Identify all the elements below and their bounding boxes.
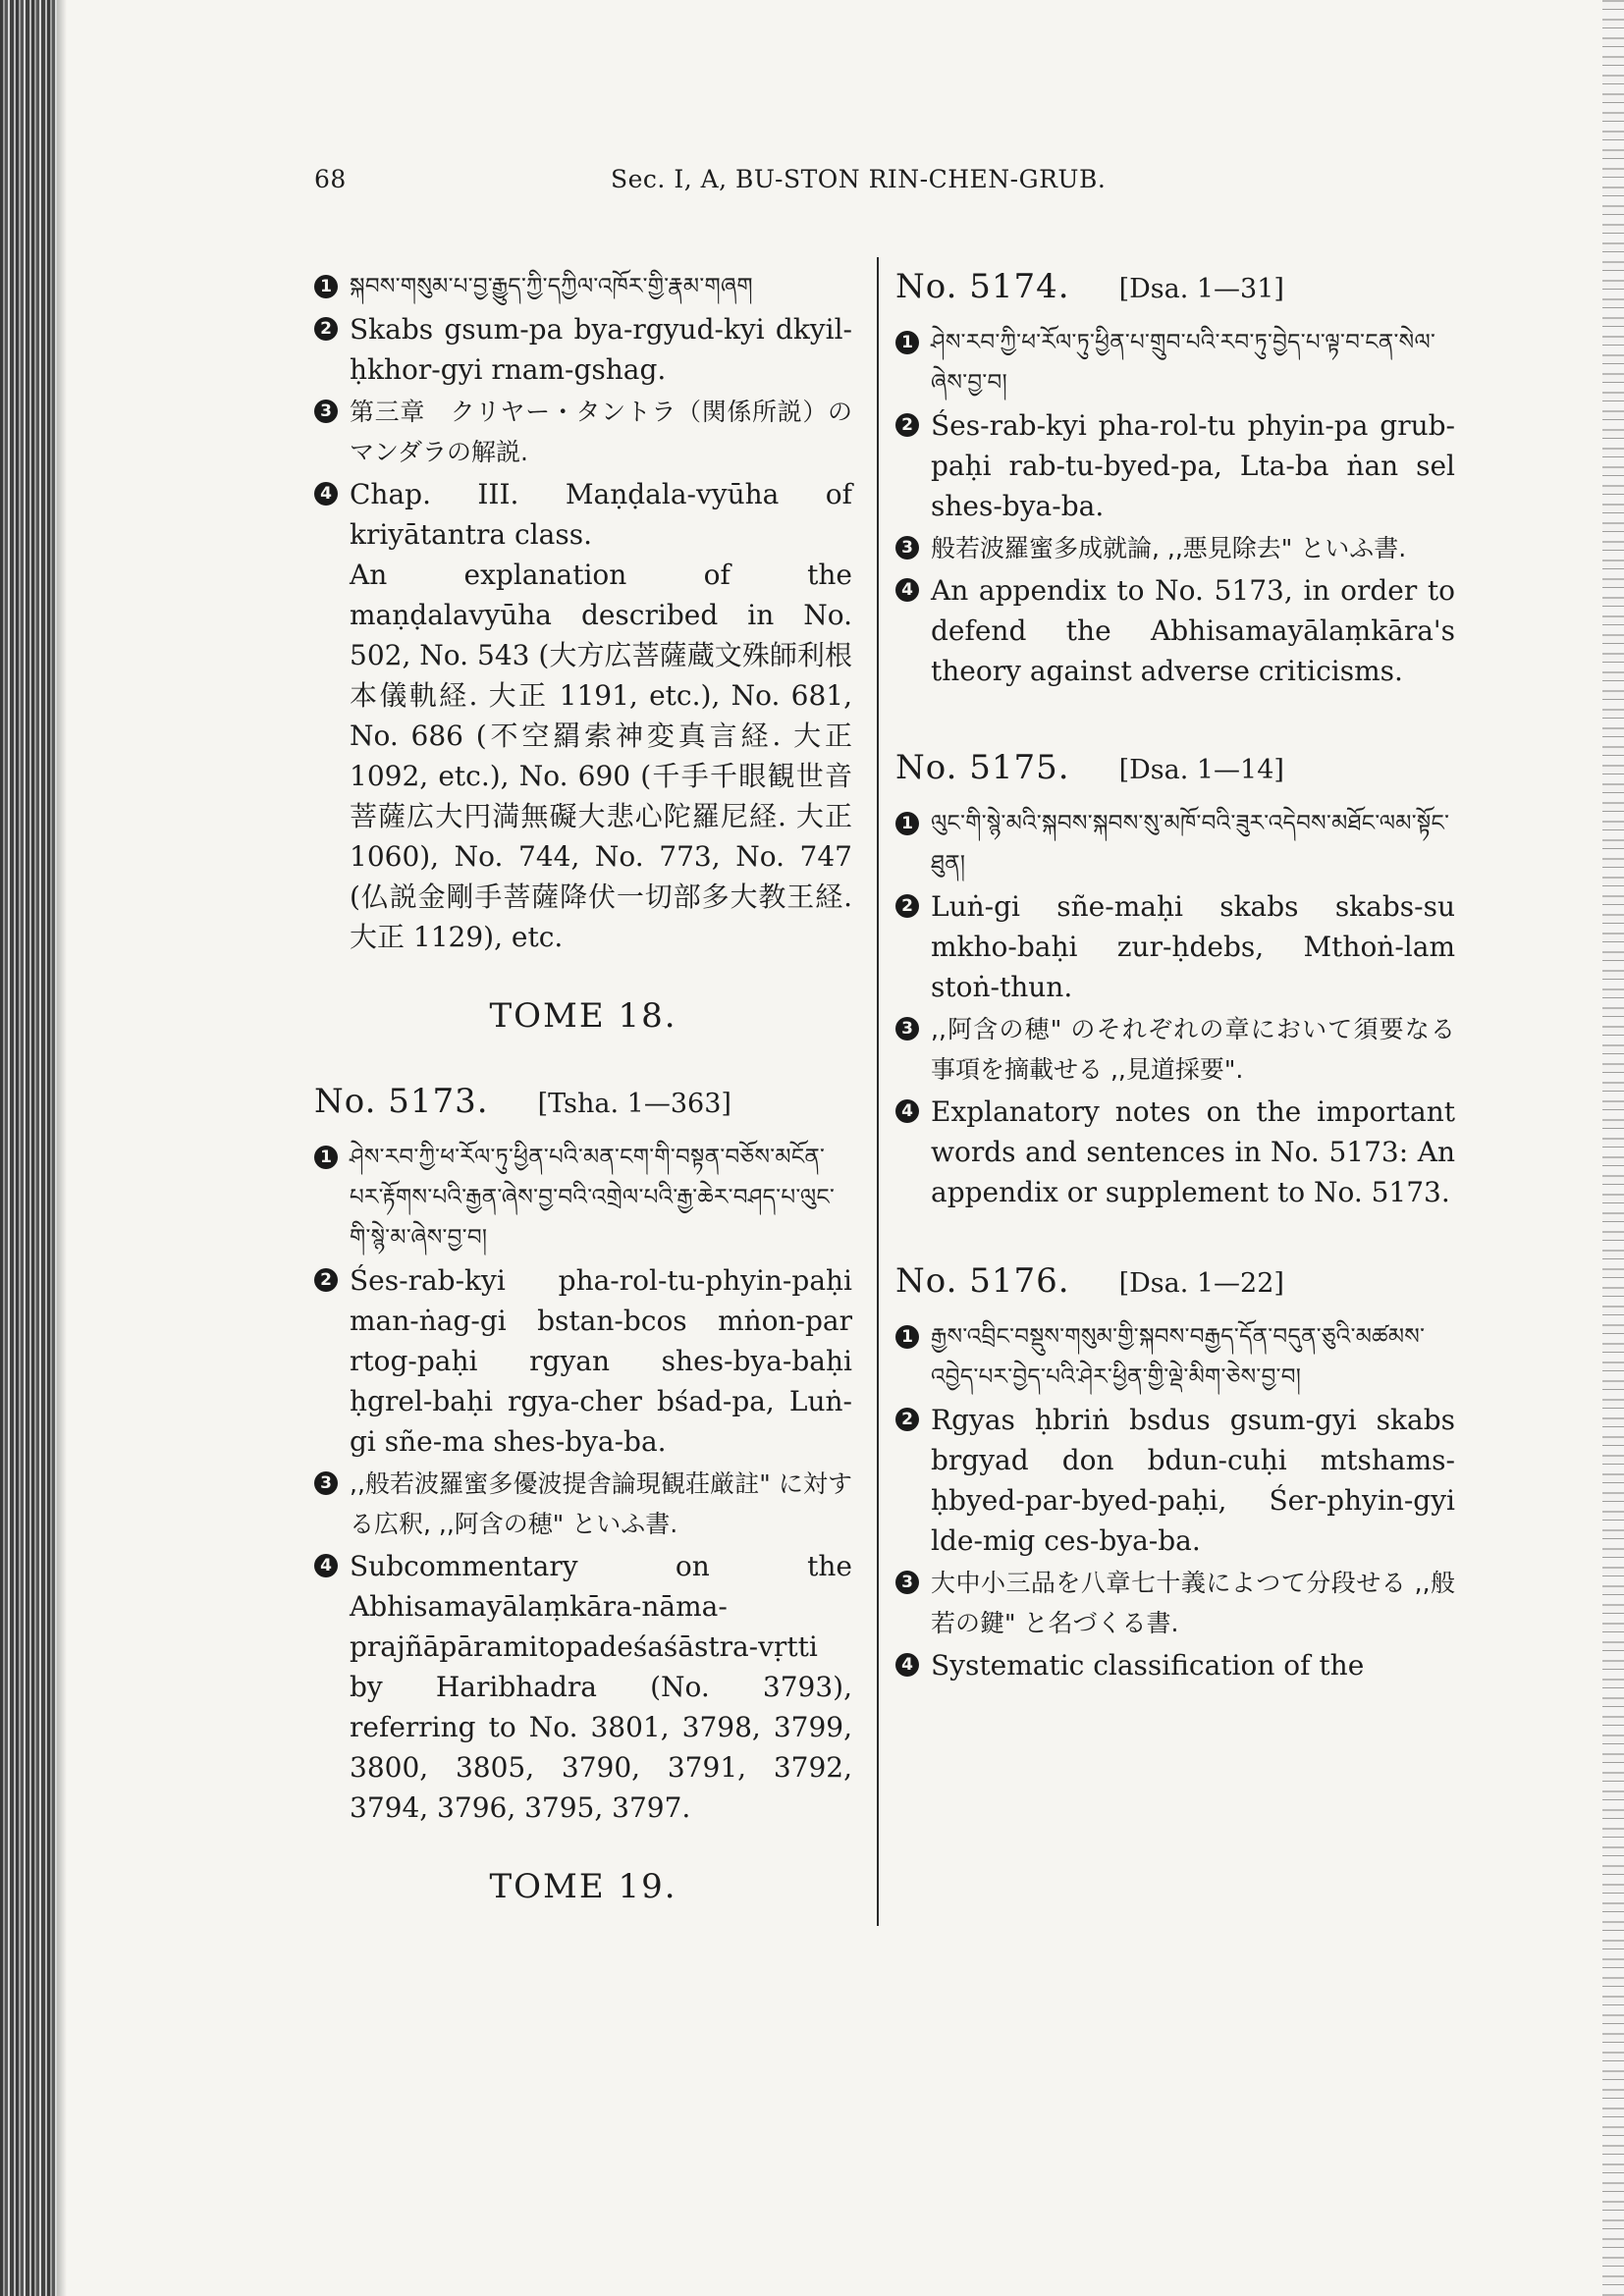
list-item xyxy=(895,1400,1455,1561)
list-item xyxy=(314,267,852,307)
explanation-text: An explanation of the maṇḍalavyūha described in No. 502, No. 543 (大方広菩薩蔵文殊師利根本儀軌経. 大正 1191, etc.), No. 681, No. 686 (不空羂索神変真言経. 大正 1092, etc.), No. 690 (千手千眼観世音菩薩広大円満無礙大悲心陀羅尼経. 大正 1060), No. 744, No. 773, No. 747 (仏説金剛手菩薩降伏一切部多大教王経. 大正 1129), etc. xyxy=(350,559,852,953)
scan-edge-left xyxy=(0,0,57,2296)
english-description: Explanatory notes on the important words and sentences in No. 5173: An appendix or supplement to No. 5173. xyxy=(931,1095,1455,1208)
list-item xyxy=(895,804,1455,884)
list-item xyxy=(895,886,1455,1007)
japanese-title: ,,阿含の穂" のそれぞれの章において須要なる事項を摘載せる ,,見道採要". xyxy=(931,1015,1455,1084)
entry-reference: [Dsa. 1—31] xyxy=(1118,274,1284,304)
transliteration: Śes-rab-kyi pha-rol-tu-phyin-paḥi man-ṅag-gi bstan-bcos mṅon-par rtog-paḥi rgyan shes-bya-baḥi ḥgrel-baḥi rgya-cher bśad-pa, Luṅ-gi sñe-ma shes-bya-ba. xyxy=(350,1264,852,1458)
tome-19-heading: TOME 19. xyxy=(489,1867,677,1906)
entry-number: No. 5174. xyxy=(895,267,1070,306)
entry-heading-5174 xyxy=(895,267,1455,309)
list-item xyxy=(895,1009,1455,1090)
entry-heading-5173 xyxy=(314,1082,852,1124)
tibetan-title: ཤེས་རབ་ཀྱི་ཕ་རོལ་ཏུ་ཕྱིན་པ་གྲུབ་པའི་རབ་ཏུ་བྱེད་པ་ལྟ་བ་ངན་སེལ་ཞེས་བྱ་བ། xyxy=(931,330,1436,396)
tibetan-title: ཤེས་རབ་ཀྱི་ཕ་རོལ་ཏུ་ཕྱིན་པའི་མན་ངག་གི་བསྟན་བཅོས་མངོན་པར་རྟོགས་པའི་རྒྱན་ཞེས་བྱ་བའི་འགྲེལ་པའི་རྒྱ་ཆེར་བཤད་པ་ལུང་གི་སྙེ་མ་ཞེས་བྱ་བ། xyxy=(350,1145,836,1251)
right-column xyxy=(895,267,1455,1687)
marker-3-icon: 3 xyxy=(895,1571,919,1594)
marker-1-icon: 1 xyxy=(895,1325,919,1349)
entry-number: No. 5176. xyxy=(895,1261,1070,1301)
running-head: Sec. I, A, BU-STON RIN-CHEN-GRUB. xyxy=(611,165,1107,193)
transliteration: Luṅ-gi sñe-maḥi skabs skabs-su mkho-baḥi zur-ḥdebs, Mthoṅ-lam stoṅ-thun. xyxy=(931,890,1455,1003)
list-item xyxy=(895,1092,1455,1212)
marker-2-icon: 2 xyxy=(895,1408,919,1431)
column-divider xyxy=(877,257,879,1926)
english-description: Subcommentary on the Abhisamayālaṃkāra-nāma-prajñāpāramitopadeśaśāstra-vṛtti by Haribhadra (No. 3793), referring to No. 3801, 3798, 3799, 3800, 3805, 3790, 3791, 3792, 3794, 3796, 3795, 3797. xyxy=(350,1550,852,1824)
marker-4-icon: 4 xyxy=(895,578,919,602)
english-description: An appendix to No. 5173, in order to defend the Abhisamayālaṃkāra's theory against adverse criticisms. xyxy=(931,574,1455,687)
marker-1-icon: 1 xyxy=(895,331,919,354)
tome-18-heading: TOME 18. xyxy=(489,996,677,1036)
left-column xyxy=(314,267,852,1952)
spacer xyxy=(895,693,1455,748)
entry-heading-5176 xyxy=(895,1261,1455,1304)
marker-4-icon: 4 xyxy=(314,482,338,506)
page-number: 68 xyxy=(314,165,347,193)
list-item xyxy=(895,528,1455,568)
marker-3-icon: 3 xyxy=(314,1471,338,1495)
entry-heading-5175 xyxy=(895,748,1455,790)
marker-1-icon: 1 xyxy=(314,275,338,298)
tibetan-title: སྐབས་གསུམ་པ་བྱ་རྒྱུད་ཀྱི་དཀྱིལ་འཁོར་གྱི་རྣམ་གཞག xyxy=(350,274,753,299)
list-item xyxy=(314,474,852,957)
marker-3-icon: 3 xyxy=(895,536,919,560)
entry-reference: [Dsa. 1—14] xyxy=(1118,755,1284,785)
entry-number: No. 5175. xyxy=(895,748,1070,787)
marker-2-icon: 2 xyxy=(895,894,919,918)
japanese-title: 大中小三品を八章七十義によつて分段せる ,,般若の鍵" と名づくる書. xyxy=(931,1569,1455,1637)
marker-1-icon: 1 xyxy=(895,812,919,835)
list-item xyxy=(895,1563,1455,1643)
marker-4-icon: 4 xyxy=(314,1554,338,1577)
marker-3-icon: 3 xyxy=(895,1017,919,1041)
list-item xyxy=(895,1645,1455,1685)
marker-4-icon: 4 xyxy=(895,1653,919,1677)
marker-3-icon: 3 xyxy=(314,400,338,423)
list-item xyxy=(314,1464,852,1544)
entry-reference: [Tsha. 1—363] xyxy=(537,1089,731,1119)
marker-2-icon: 2 xyxy=(314,1268,338,1292)
tibetan-title: རྒྱས་འབྲིང་བསྡུས་གསུམ་གྱི་སྐབས་བརྒྱད་དོན་བདུན་ཅུའི་མཚམས་འབྱེད་པར་བྱེད་པའི་ཤེར་ཕྱིན་གྱི་ལྡེ་མིག་ཅེས་བྱ་བ། xyxy=(931,1324,1426,1390)
tibetan-title: ལུང་གི་སྙེ་མའི་སྐབས་སྐབས་སུ་མཁོ་བའི་ཟུར་འདེབས་མཐོང་ལམ་སྟོང་ཐུན། xyxy=(931,811,1450,877)
japanese-title: 第三章 クリヤー・タントラ（関係所説）のマンダラの解説. xyxy=(350,398,852,466)
marker-2-icon: 2 xyxy=(314,317,338,341)
list-item xyxy=(895,570,1455,691)
spacer xyxy=(895,1214,1455,1261)
english-title: Chap. III. Maṇḍala-vyūha of kriyātantra class. xyxy=(350,478,852,551)
list-item xyxy=(314,1546,852,1828)
marker-2-icon: 2 xyxy=(895,413,919,437)
list-item xyxy=(314,1138,852,1258)
entry-reference: [Dsa. 1—22] xyxy=(1118,1268,1284,1299)
page-header xyxy=(314,165,1453,204)
marker-4-icon: 4 xyxy=(895,1099,919,1123)
list-item xyxy=(895,323,1455,403)
list-item xyxy=(895,405,1455,526)
list-item xyxy=(314,1260,852,1462)
scan-edge-right xyxy=(1602,0,1624,2296)
japanese-title: ,,般若波羅蜜多優波提舎論現観荘厳註" に対する広釈, ,,阿含の穂" といふ書. xyxy=(350,1469,852,1538)
japanese-title: 般若波羅蜜多成就論, ,,悪見除去" といふ書. xyxy=(931,534,1407,562)
list-item xyxy=(314,392,852,472)
transliteration: Śes-rab-kyi pha-rol-tu phyin-pa grub-paḥi rab-tu-byed-pa, Lta-ba ṅan sel shes-bya-ba. xyxy=(931,409,1455,522)
list-item xyxy=(895,1317,1455,1398)
transliteration: Skabs gsum-pa bya-rgyud-kyi dkyil-ḥkhor-gyi rnam-gshag. xyxy=(350,313,852,386)
marker-1-icon: 1 xyxy=(314,1146,338,1169)
list-item xyxy=(314,309,852,390)
transliteration: Rgyas ḥbriṅ bsdus gsum-gyi skabs brgyad don bdun-cuḥi mtshams-ḥbyed-par-byed-paḥi, Śer-phyin-gyi lde-mig ces-bya-ba. xyxy=(931,1404,1455,1557)
entry-number: No. 5173. xyxy=(314,1082,489,1121)
english-description: Systematic classification of the xyxy=(931,1649,1365,1682)
